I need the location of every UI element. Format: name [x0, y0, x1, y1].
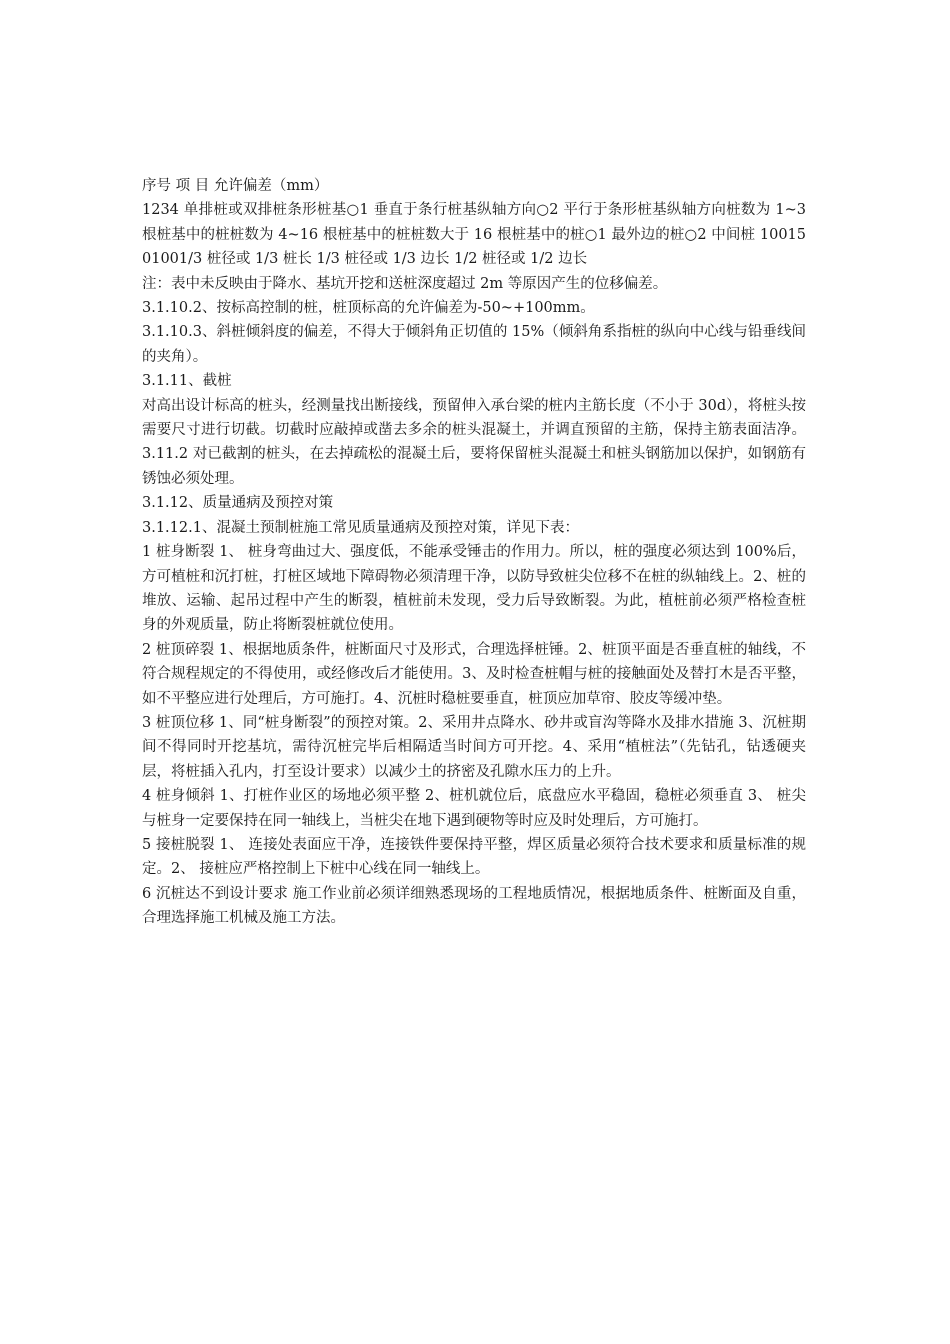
list-item-joint-separation: 5 接桩脱裂 1、 连接处表面应干净，连接铁件要保持平整，焊区质量必须符合技术要求和质量标准的规定。2、 接桩应严格控制上下桩中心线在同一轴线上。: [142, 836, 806, 878]
paragraph-3-1-10-2: 3.1.10.2、按标高控制的桩，桩顶标高的允许偏差为-50~+100mm。: [142, 300, 595, 317]
section-heading-3-1-12: 3.1.12、质量通病及预控对策: [142, 495, 334, 512]
table-note: 注：表中未反映由于降水、基坑开挖和送桩深度超过 2m 等原因产生的位移偏差。: [142, 275, 668, 292]
list-item-pile-top-crushing: 2 桩顶碎裂 1、根据地质条件，桩断面尺寸及形式，合理选择桩锤。2、桩顶平面是否垂直桩的轴线，不符合规程规定的不得使用，或经修改后才能使用。3、及时检查桩帽与桩的接触面处及替打木是否平整，如不平整应进行处理后，方可施打。4、沉桩时稳桩要垂直，桩顶应加草帘、胶皮等缓冲垫。: [142, 641, 806, 707]
list-item-pile-top-displacement: 3 桩顶位移 1、同“桩身断裂”的预控对策。2、采用井点降水、砂井或盲沟等降水及排水措施 3、沉桩期间不得同时开挖基坑，需待沉桩完毕后相隔适当时间方可开挖。4、采用“植桩法”（先钻孔，钻透硬夹层，将桩插入孔内，打至设计要求）以减少土的挤密及孔隙水压力的上升。: [142, 714, 806, 780]
table-header-line: 序号 项 目 允许偏差（mm）: [142, 178, 329, 194]
document-body: [142, 174, 806, 931]
table-content-line: 1234 单排桩或双排桩条形桩基○1 垂直于条行桩基纵轴方向○2 平行于条形桩基纵轴方向桩数为 1~3 根桩基中的桩桩数为 4~16 根桩基中的桩桩数大于 16 根桩基中的桩○1 最外边的桩○2 中间桩 1001501001/3 桩径或 1/3 桩长 1/3 桩径或 1/3 边长 1/2 桩径或 1/2 边长: [142, 202, 806, 268]
paragraph-pile-cutting: 对高出设计标高的桩头，经测量找出断接线，预留伸入承台梁的桩内主筋长度（不小于 30d），将桩头按需要尺寸进行切截。切截时应敲掉或凿去多余的桩头混凝土，并调直预留的主筋，保持主筋表面洁净。3.11.2 对已截割的桩头，在去掉疏松的混凝土后，要将保留桩头混凝土和桩头钢筋加以保护，如钢筋有锈蚀必须处理。: [142, 397, 806, 487]
list-item-depth-not-reached: 6 沉桩达不到设计要求 施工作业前必须详细熟悉现场的工程地质情况，根据地质条件、桩断面及自重，合理选择施工机械及施工方法。: [142, 885, 806, 927]
paragraph-3-1-10-3: 3.1.10.3、斜桩倾斜度的偏差，不得大于倾斜角正切值的 15%（倾斜角系指桩的纵向中心线与铅垂线间的夹角）。: [142, 324, 806, 365]
list-item-pile-tilt: 4 桩身倾斜 1、打桩作业区的场地必须平整 2、桩机就位后，底盘应水平稳固，稳桩必须垂直 3、 桩尖与桩身一定要保持在同一轴线上，当桩尖在地下遇到硬物等时应及时处理后，方可施打。: [142, 788, 806, 829]
section-heading-3-1-11: 3.1.11、截桩: [142, 373, 232, 390]
list-item-pile-fracture: 1 桩身断裂 1、 桩身弯曲过大、强度低，不能承受锤击的作用力。所以，桩的强度必须达到 100%后，方可植桩和沉打桩，打桩区域地下障碍物必须清理干净，以防导致桩尖位移不在桩的纵轴线上。2、桩的堆放、运输、起吊过程中产生的断裂，植桩前未发现，受力后导致断裂。为此，植桩前必须严格检查桩身的外观质量，防止将断裂桩就位使用。: [142, 544, 806, 634]
paragraph-3-1-12-1: 3.1.12.1、混凝土预制桩施工常见质量通病及预控对策，详见下表：: [142, 519, 579, 536]
